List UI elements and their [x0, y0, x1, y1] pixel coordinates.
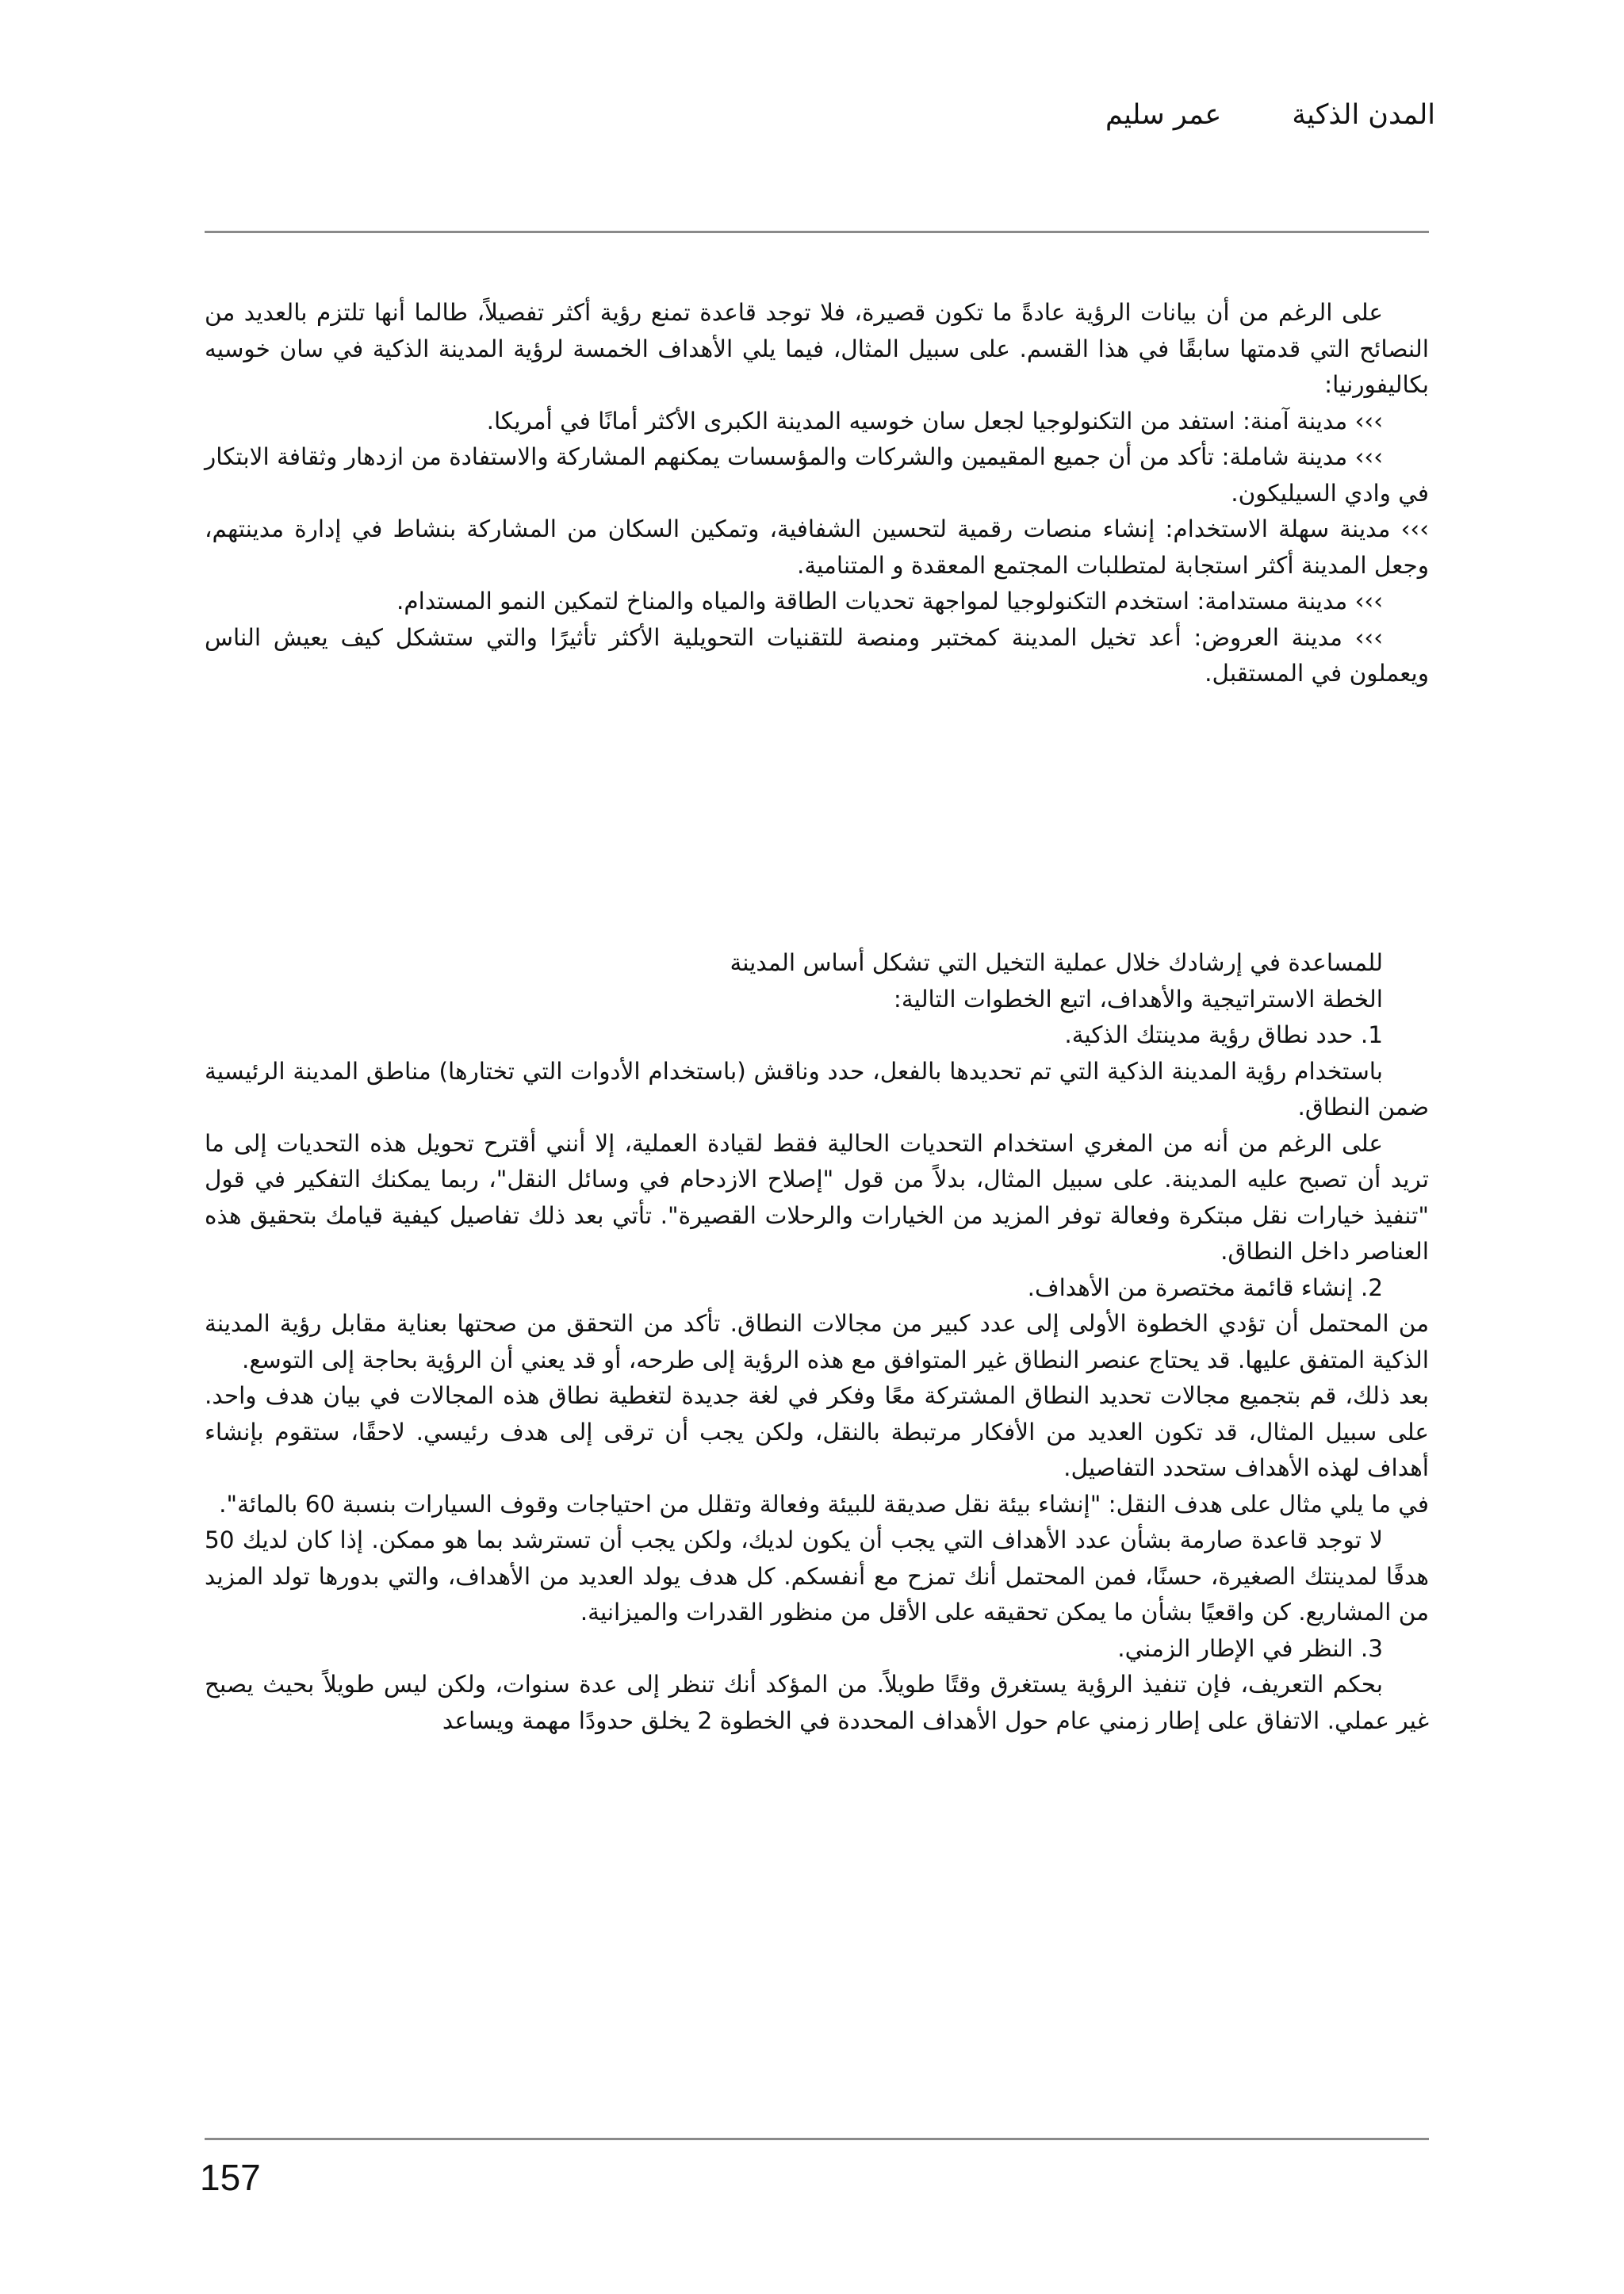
body-paragraph: بحكم التعريف، فإن تنفيذ الرؤية يستغرق وقتًا طويلاً. من المؤكد أنك تنظر إلى عدة سنوات، ولكن ليس طويلاً بحيث يصبح غير عملي. الاتفاق على إطار زمني عام حول الأهداف المحددة في الخطوة 2 يخلق حدودًا مهمة ويساعد	[205, 1671, 1429, 1734]
body-paragraph: في ما يلي مثال على هدف النقل: "إنشاء بيئة نقل صديقة للبيئة وفعالة وتقلل من احتياجات وقوف السيارات بنسبة 60 بالمائة".	[219, 1490, 1429, 1518]
goal-item: ››› مدينة مستدامة: استخدم التكنولوجيا لمواجهة تحديات الطاقة والمياه والمناخ لتمكين النمو المستدام.	[396, 588, 1383, 615]
footer-divider	[205, 2138, 1429, 2140]
goal-item: ››› مدينة شاملة: تأكد من أن جميع المقيمين والشركات والمؤسسات يمكنهم المشاركة والاستفادة من ازدهار وثقافة الابتكار في وادي السيليكون.	[205, 443, 1429, 507]
body-paragraph: باستخدام رؤية المدينة الذكية التي تم تحديدها بالفعل، حدد وناقش (باستخدام الأدوات التي تختارها) مناطق المدينة الرئيسية ضمن النطاق.	[205, 1057, 1429, 1120]
intro-paragraph: على الرغم من أن بيانات الرؤية عادةً ما تكون قصيرة، فلا توجد قاعدة تمنع رؤية أكثر تفصيلاً، طالما أنها تلتزم بالعديد من النصائح التي قدمتها سابقًا في هذا القسم. على سبيل المثال، فيما يلي الأهداف الخمسة لرؤية المدينة الذكية في سان خوسيه بكاليفورنيا:	[205, 299, 1429, 398]
body-paragraph: من المحتمل أن تؤدي الخطوة الأولى إلى عدد كبير من مجالات النطاق. تأكد من التحقق من صحتها بعناية مقابل رؤية المدينة الذكية المتفق عليها. قد يحتاج عنصر النطاق غير المتوافق مع هذه الرؤية إلى طرحه، أو قد يعني أن الرؤية بحاجة إلى التوسع.	[205, 1310, 1429, 1373]
step-heading: 3. النظر في الإطار الزمني.	[1117, 1634, 1383, 1662]
header-divider	[205, 231, 1429, 233]
vision-section	[205, 295, 1429, 692]
step-heading: 2. إنشاء قائمة مختصرة من الأهداف.	[1027, 1273, 1383, 1301]
goal-item: ››› مدينة العروض: أعد تخيل المدينة كمختبر ومنصة للتقنيات التحويلية الأكثر تأثيرًا والتي ستشكل كيف يعيش الناس ويعملون في المستقبل.	[205, 623, 1429, 687]
step-heading: 1. حدد نطاق رؤية مدينتك الذكية.	[1064, 1021, 1383, 1048]
running-header	[1105, 95, 1435, 135]
goal-item: ››› مدينة آمنة: استفد من التكنولوجيا لجعل سان خوسيه المدينة الكبرى الأكثر أمانًا في أمريكا.	[486, 407, 1383, 435]
body-paragraph: لا توجد قاعدة صارمة بشأن عدد الأهداف التي يجب أن يكون لديك، ولكن يجب أن تسترشد بما هو ممكن. إذا كان لديك 50 هدفًا لمدينتك الصغيرة، حسنًا، فمن المحتمل أنك تمزح مع أنفسكم. كل هدف يولد العديد من الأهداف، والتي بدورها تولد المزيد من المشاريع. كن واقعيًا بشأن ما يمكن تحقيقه على الأقل من منظور القدرات والميزانية.	[205, 1526, 1429, 1626]
steps-section	[205, 945, 1429, 1739]
book-title: المدن الذكية	[1292, 99, 1435, 131]
body-paragraph: على الرغم من أنه من المغري استخدام التحديات الحالية فقط لقيادة العملية، إلا أنني أقترح تحويل هذه التحديات إلى ما تريد أن تصبح عليه المدينة. على سبيل المثال، بدلاً من قول "إصلاح الازدحام في وسائل النقل"، ربما يمكنك التفكير في قول "تنفيذ خيارات نقل مبتكرة وفعالة توفر المزيد من الخيارات والرحلات القصيرة". تأتي بعد ذلك تفاصيل كيفية قيامك بتحقيق هذه العناصر داخل النطاق.	[205, 1129, 1429, 1265]
lead-line: الخطة الاستراتيجية والأهداف، اتبع الخطوات التالية:	[893, 985, 1383, 1013]
lead-line: للمساعدة في إرشادك خلال عملية التخيل التي تشكل أساس المدينة	[730, 949, 1383, 976]
author-name: عمر سليم	[1105, 99, 1222, 131]
body-paragraph: بعد ذلك، قم بتجميع مجالات تحديد النطاق المشتركة معًا وفكر في لغة جديدة لتغطية نطاق هذه المجالات في بيان هدف واحد. على سبيل المثال، قد تكون العديد من الأفكار مرتبطة بالنقل، ولكن يجب أن ترقى إلى هدف رئيسي. لاحقًا، ستقوم بإنشاء أهداف لهذه الأهداف ستحدد التفاصيل.	[205, 1382, 1429, 1481]
page-number: 157	[200, 2157, 261, 2198]
goal-item: ››› مدينة سهلة الاستخدام: إنشاء منصات رقمية لتحسين الشفافية، وتمكين السكان من المشاركة بنشاط في إدارة مدينتهم، وجعل المدينة أكثر استجابة لمتطلبات المجتمع المعقدة و المتنامية.	[205, 515, 1429, 579]
